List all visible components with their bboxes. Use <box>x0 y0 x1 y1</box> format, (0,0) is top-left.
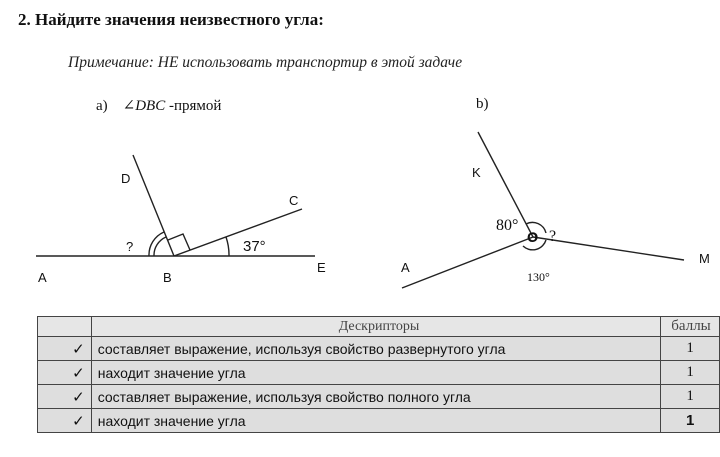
point-d-label: D <box>121 171 131 186</box>
figure-b <box>402 132 684 288</box>
arc-37-angle <box>226 237 229 256</box>
point-c-label: C <box>289 193 299 208</box>
arc-unknown-angle-2 <box>149 232 164 256</box>
angle-130-label: 130° <box>527 270 550 284</box>
arc-unknown-angle <box>154 237 166 256</box>
table-row <box>38 385 720 409</box>
check-icon: ✓ <box>38 409 92 433</box>
descriptor-text: составляет выражение, используя свойство полного угла <box>91 385 661 409</box>
table-row <box>38 361 720 385</box>
task-title: 2. Найдите значения неизвестного угла: <box>18 10 324 29</box>
unknown-angle-b: ? <box>549 228 557 245</box>
ray-oa <box>402 237 533 288</box>
table-header-row <box>38 317 720 337</box>
point-e-label: E <box>317 260 326 275</box>
point-m-label: M <box>699 251 710 266</box>
score-value: 1 <box>661 337 720 361</box>
descriptor-text: находит значение угла <box>91 361 661 385</box>
point-k-label: K <box>472 165 481 180</box>
check-icon: ✓ <box>38 361 92 385</box>
score-value: 1 <box>661 385 720 409</box>
task-note: Примечание: НЕ использовать транспортир в этой задаче <box>68 54 463 71</box>
header-points: баллы <box>661 317 720 337</box>
given-angle-37: 37° <box>243 238 266 255</box>
score-value: 1 <box>661 409 720 433</box>
table-row <box>38 409 720 433</box>
descriptor-text: находит значение угла <box>91 409 661 433</box>
point-o-label: O <box>527 229 538 245</box>
ray-bc <box>174 209 302 256</box>
angle-80-label: 80° <box>496 217 519 234</box>
part-b-label: b) <box>476 96 489 112</box>
angle-dbc-description: -прямой <box>168 98 222 114</box>
point-a-label: A <box>38 270 47 285</box>
part-a-label: а) <box>96 98 108 114</box>
header-check-cell <box>38 317 92 337</box>
descriptor-text: составляет выражение, используя свойство развернутого угла <box>91 337 661 361</box>
descriptors-table <box>37 316 720 433</box>
point-b-label: B <box>163 270 172 285</box>
check-icon: ✓ <box>38 337 92 361</box>
score-value: 1 <box>661 361 720 385</box>
header-descriptors: Дескрипторы <box>91 317 661 337</box>
check-icon: ✓ <box>38 385 92 409</box>
table-row <box>38 337 720 361</box>
point-a-label-b: A <box>401 260 410 275</box>
figure-a <box>36 155 315 256</box>
unknown-angle-a: ? <box>126 239 134 254</box>
angle-dbc-symbol: ∠DBC <box>122 98 166 114</box>
